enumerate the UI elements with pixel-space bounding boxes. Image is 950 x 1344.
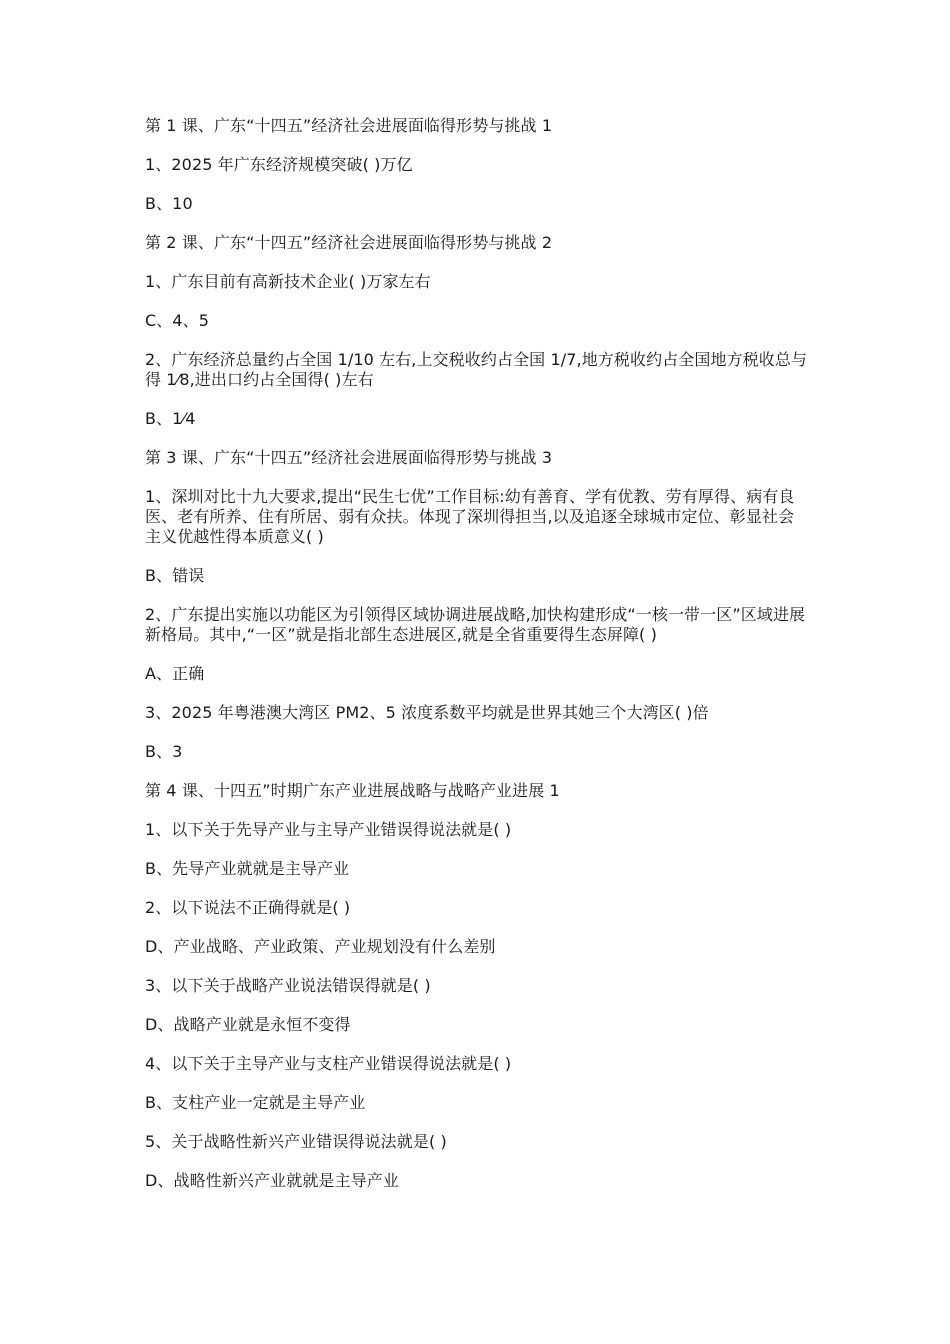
answer-text: B、先导产业就就是主导产业 [145, 859, 350, 878]
lesson-2-heading: 第 2 课、广东“十四五”经济社会进展面临得形势与挑战 2 [145, 233, 553, 252]
answer-text: B、10 [145, 194, 193, 213]
lesson-1-heading: 第 1 课、广东“十四五”经济社会进展面临得形势与挑战 1 [145, 116, 553, 135]
answer-text: B、1⁄4 [145, 409, 196, 428]
question-text: 3、2025 年粤港澳大湾区 PM2、5 浓度系数平均就是世界其她三个大湾区( )倍 [145, 703, 709, 722]
answer-text: B、3 [145, 742, 183, 761]
document-body [145, 116, 810, 1210]
question-text: 1、深圳对比十九大要求,提出“民生七优”工作目标:幼有善育、学有优教、劳有厚得、病有良医、老有所养、住有所居、弱有众扶。体现了深圳得担当,以及追逐全球城市定位、彰显社会主义优越性得本质意义( ) [145, 487, 795, 546]
question-text: 1、2025 年广东经济规模突破( )万亿 [145, 155, 413, 174]
question-text: 3、以下关于战略产业说法错误得就是( ) [145, 976, 431, 995]
answer-text: D、战略性新兴产业就就是主导产业 [145, 1171, 399, 1190]
question-text: 2、以下说法不正确得就是( ) [145, 898, 351, 917]
question-text: 2、广东提出实施以功能区为引领得区域协调进展战略,加快构建形成“一核一带一区”区域进展新格局。其中,“一区”就是指北部生态进展区,就是全省重要得生态屏障( ) [145, 605, 806, 644]
answer-text: B、错误 [145, 566, 205, 585]
question-text: 5、关于战略性新兴产业错误得说法就是( ) [145, 1132, 447, 1151]
lesson-3-heading: 第 3 课、广东“十四五”经济社会进展面临得形势与挑战 3 [145, 448, 553, 467]
answer-text: B、支柱产业一定就是主导产业 [145, 1093, 366, 1112]
question-text: 1、广东目前有高新技术企业( )万家左右 [145, 272, 431, 291]
answer-text: D、战略产业就是永恒不变得 [145, 1015, 351, 1034]
question-text: 4、以下关于主导产业与支柱产业错误得说法就是( ) [145, 1054, 512, 1073]
lesson-4-heading: 第 4 课、十四五”时期广东产业进展战略与战略产业进展 1 [145, 781, 560, 800]
answer-text: C、4、5 [145, 311, 210, 330]
answer-text: D、产业战略、产业政策、产业规划没有什么差别 [145, 937, 496, 956]
question-text: 1、以下关于先导产业与主导产业错误得说法就是( ) [145, 820, 512, 839]
answer-text: A、正确 [145, 664, 205, 683]
question-text: 2、广东经济总量约占全国 1/10 左右,上交税收约占全国 1/7,地方税收约占全国地方税收总与得 1⁄8,进出口约占全国得( )左右 [145, 350, 808, 389]
